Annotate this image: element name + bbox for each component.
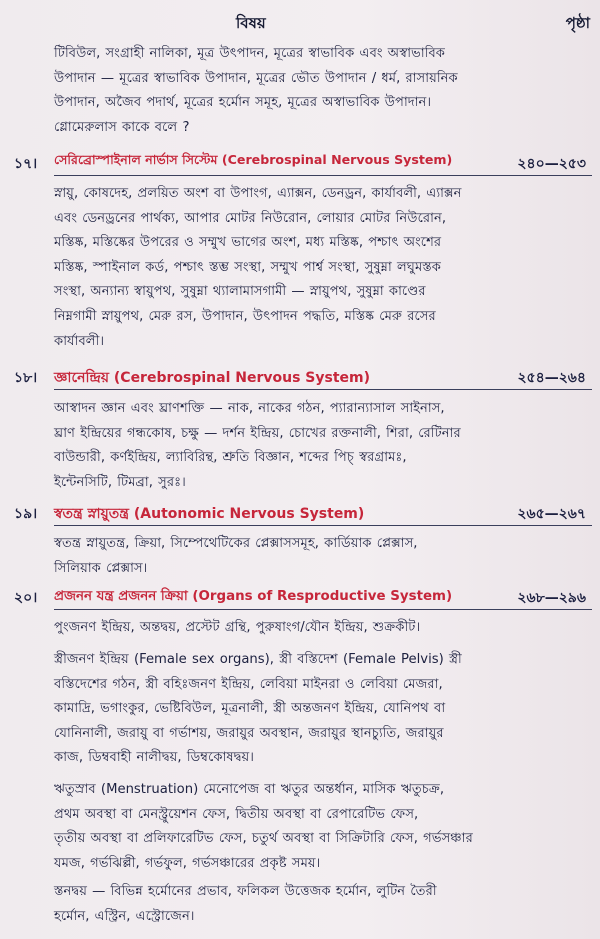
chapter-19-contents [54,532,524,581]
chapter-title: জ্ঞানেন্দ্রিয় (Cerebrospinal Nervous System) [54,370,370,386]
text-line: টিবিউল, সংগ্রাহী নালিকা, মূত্র উৎপাদন, মূত্রের স্বাভাবিক এবং অস্বাভাবিক [54,46,446,61]
chapter-20-breasts [54,880,524,929]
text-line: যোনিনালী, জরায়ু বা গর্ভাশয়, জরায়ুর অবস্থান, জরায়ুর স্থানচ্যুতি, জরায়ুর [54,725,444,741]
chapter-title: প্রজনন যন্ত্র প্রজনন ক্রিয়া (Organs of Resproductive System) [54,589,453,604]
chapter-20-male-organs [54,616,524,641]
chapter-heading-17 [0,150,600,176]
chapter-page-range: ২৬৫—২৬৭ [517,506,586,522]
divider [54,609,592,611]
chapter-title: সেরিব্রোস্পাইনাল নার্ভাস সিস্টেম (Cerebrospinal Nervous System) [54,152,453,167]
divider [54,525,592,527]
text-line: উপাদান — মূত্রের স্বাভাবিক উপাদান, মূত্রের ভৌত উপাদান / ধর্ম, রাসায়নিক [54,70,458,86]
text-line: নিম্নগামী স্নায়ুপথ, মেরু রস, উপাদান, উৎপাদন পদ্ধতি, মস্তিষ্ক মেরু রসের [54,308,436,324]
intro-paragraph [54,42,524,140]
text-line: ইন্টেনসিটি, টিমব্রা, সুরঃ। [54,474,186,490]
text-line: স্বতন্ত্র স্নায়ুতন্ত্র, ক্রিয়া, সিম্পেথেটিকের প্লেক্সাসসমূহ, কার্ডিয়াক প্লেক্সাস, [54,536,418,551]
text-line: এবং ডেনড্রনের পার্থক্য, আপার মোটর নিউরোন, লোয়ার মোটর নিউরোন, [54,210,447,226]
chapter-20-menstruation [54,778,524,876]
page-column-heading: পৃষ্ঠা [565,14,590,32]
text-line: সিলিয়াক প্লেক্সাস। [54,560,148,576]
chapter-heading-19 [0,500,600,526]
chapter-number: ১৮। [14,370,38,386]
text-line: আস্বাদন জ্ঞান এবং ঘ্রাণশক্তি — নাক, নাকের গঠন, প্যারান্যাসাল সাইনাস, [54,401,445,416]
text-line: মস্তিষ্ক, স্পাইনাল কর্ড, পশ্চাৎ স্তম্ভ সংস্থা, সম্মুখ পার্শ্ব সংস্থা, সুষুম্না লঘুমস্তক [54,259,441,275]
text-line: উপাদান, অজৈব পদার্থ, মূত্রের হর্মোন সমূহ, মূত্রের অস্বাভাবিক উপাদান। [54,95,432,111]
chapter-page-range: ২৬৮—২৯৬ [517,590,586,606]
text-line: মস্তিষ্ক, মস্তিষ্কের উপরের ও সম্মুখ ভাগের অংশ, মধ্য মস্তিষ্ক, পশ্চাৎ অংশের [54,235,442,251]
text-line: গ্লোমেরুলাস কাকে বলে ? [54,119,190,135]
text-line: প্রথম অবস্থা বা মেনস্ট্রুয়েশন ফেস, দ্বিতীয় অবস্থা বা রেপারেটিভ ফেস, [54,806,419,822]
text-line: ঘ্রাণ ইন্দ্রিয়ের গন্ধকোষ, চক্ষু — দর্শন ইন্দ্রিয়, চোখের রক্তনালী, শিরা, রেটিনার [54,425,461,441]
chapter-heading-20 [0,584,600,610]
text-line: হর্মোন, এস্ট্রিন, এস্ট্রোজেন। [54,908,195,924]
text-line: তৃতীয় অবস্থা বা প্রলিফারেটিভ ফেস, চতুর্থ অবস্থা বা সিক্রিটারি ফেস, গর্ভসঞ্চার [54,831,473,847]
divider [54,389,592,391]
chapter-18-contents [54,397,524,495]
chapter-number: ১৯। [14,506,38,522]
chapter-number: ২০। [14,590,38,606]
text-line: যমজ, গর্ভঝিল্লী, গর্ভফুল, গর্ভসঞ্চারের প্রকৃষ্ট সময়। [54,855,321,871]
subject-column-heading: বিষয় [236,14,266,32]
text-line: কার্যাবলী। [54,333,105,349]
divider [54,175,592,177]
text-line: কাজ, ডিম্ববাহী নালীদ্বয়, ডিম্বকোষদ্বয়। [54,750,255,766]
chapter-title: স্বতন্ত্র স্নায়ুতন্ত্র (Autonomic Nervous System) [54,506,365,522]
text-line: স্তনদ্বয় — বিভিন্ন হর্মোনের প্রভাব, ফলিকল উত্তেজক হর্মোন, লুটিন তৈরী [54,884,437,899]
text-line: ঋতুস্রাব (Menstruation) মেনোপেজ বা ঋতুর অন্তর্ধান, মাসিক ঋতুচক্র, [54,782,445,797]
text-line: কামাদ্রি, ভগাংকুর, ভেষ্টিবিউল, মূত্রনালী, স্ত্রী অন্তজনণ ইন্দ্রিয়, যোনিপথ বা [54,701,446,717]
chapter-page-range: ২৪০—২৫৩ [517,156,586,172]
text-line: পুংজনণ ইন্দ্রিয়, অন্তদ্বয়, প্রস্টেট গ্রন্থি, পুরুষাংগ/যৌন ইন্দ্রিয়, শুক্রকীট। [54,620,421,635]
chapter-page-range: ২৫৪—২৬৪ [517,370,586,386]
text-line: বাউন্ডারী, কর্ণইন্দ্রিয়, ল্যাবিরিন্থ, শ্রুতি বিজ্ঞান, শব্দের পিচ্ স্বরগ্রামঃ, [54,450,407,466]
chapter-heading-18 [0,364,600,390]
text-line: সংস্থা, অন্যান্য স্বায়ুপথ, সুষুম্না থ্যালামাসগামী — স্নায়ুপথ, সুষুম্না কাণ্ডের [54,284,426,300]
page-header [0,12,600,36]
chapter-17-contents [54,182,524,354]
chapter-20-female-organs [54,648,524,771]
text-line: বস্তিদেশের গঠন, স্ত্রী বহিঃজনণ ইন্দ্রিয়, লেবিয়া মাইনরা ও লেবিয়া মেজরা, [54,676,443,692]
text-line: স্নায়ু, কোষদেহ, প্রলয়িত অংশ বা উপাংগ, এ্যাক্সন, ডেনড্রন, কার্যাবলী, এ্যাক্সন [54,186,462,201]
text-line: স্ত্রীজনণ ইন্দ্রিয় (Female sex organs), স্ত্রী বস্তিদেশ (Female Pelvis) স্ত্রী [54,652,462,667]
chapter-number: ১৭। [14,156,38,172]
